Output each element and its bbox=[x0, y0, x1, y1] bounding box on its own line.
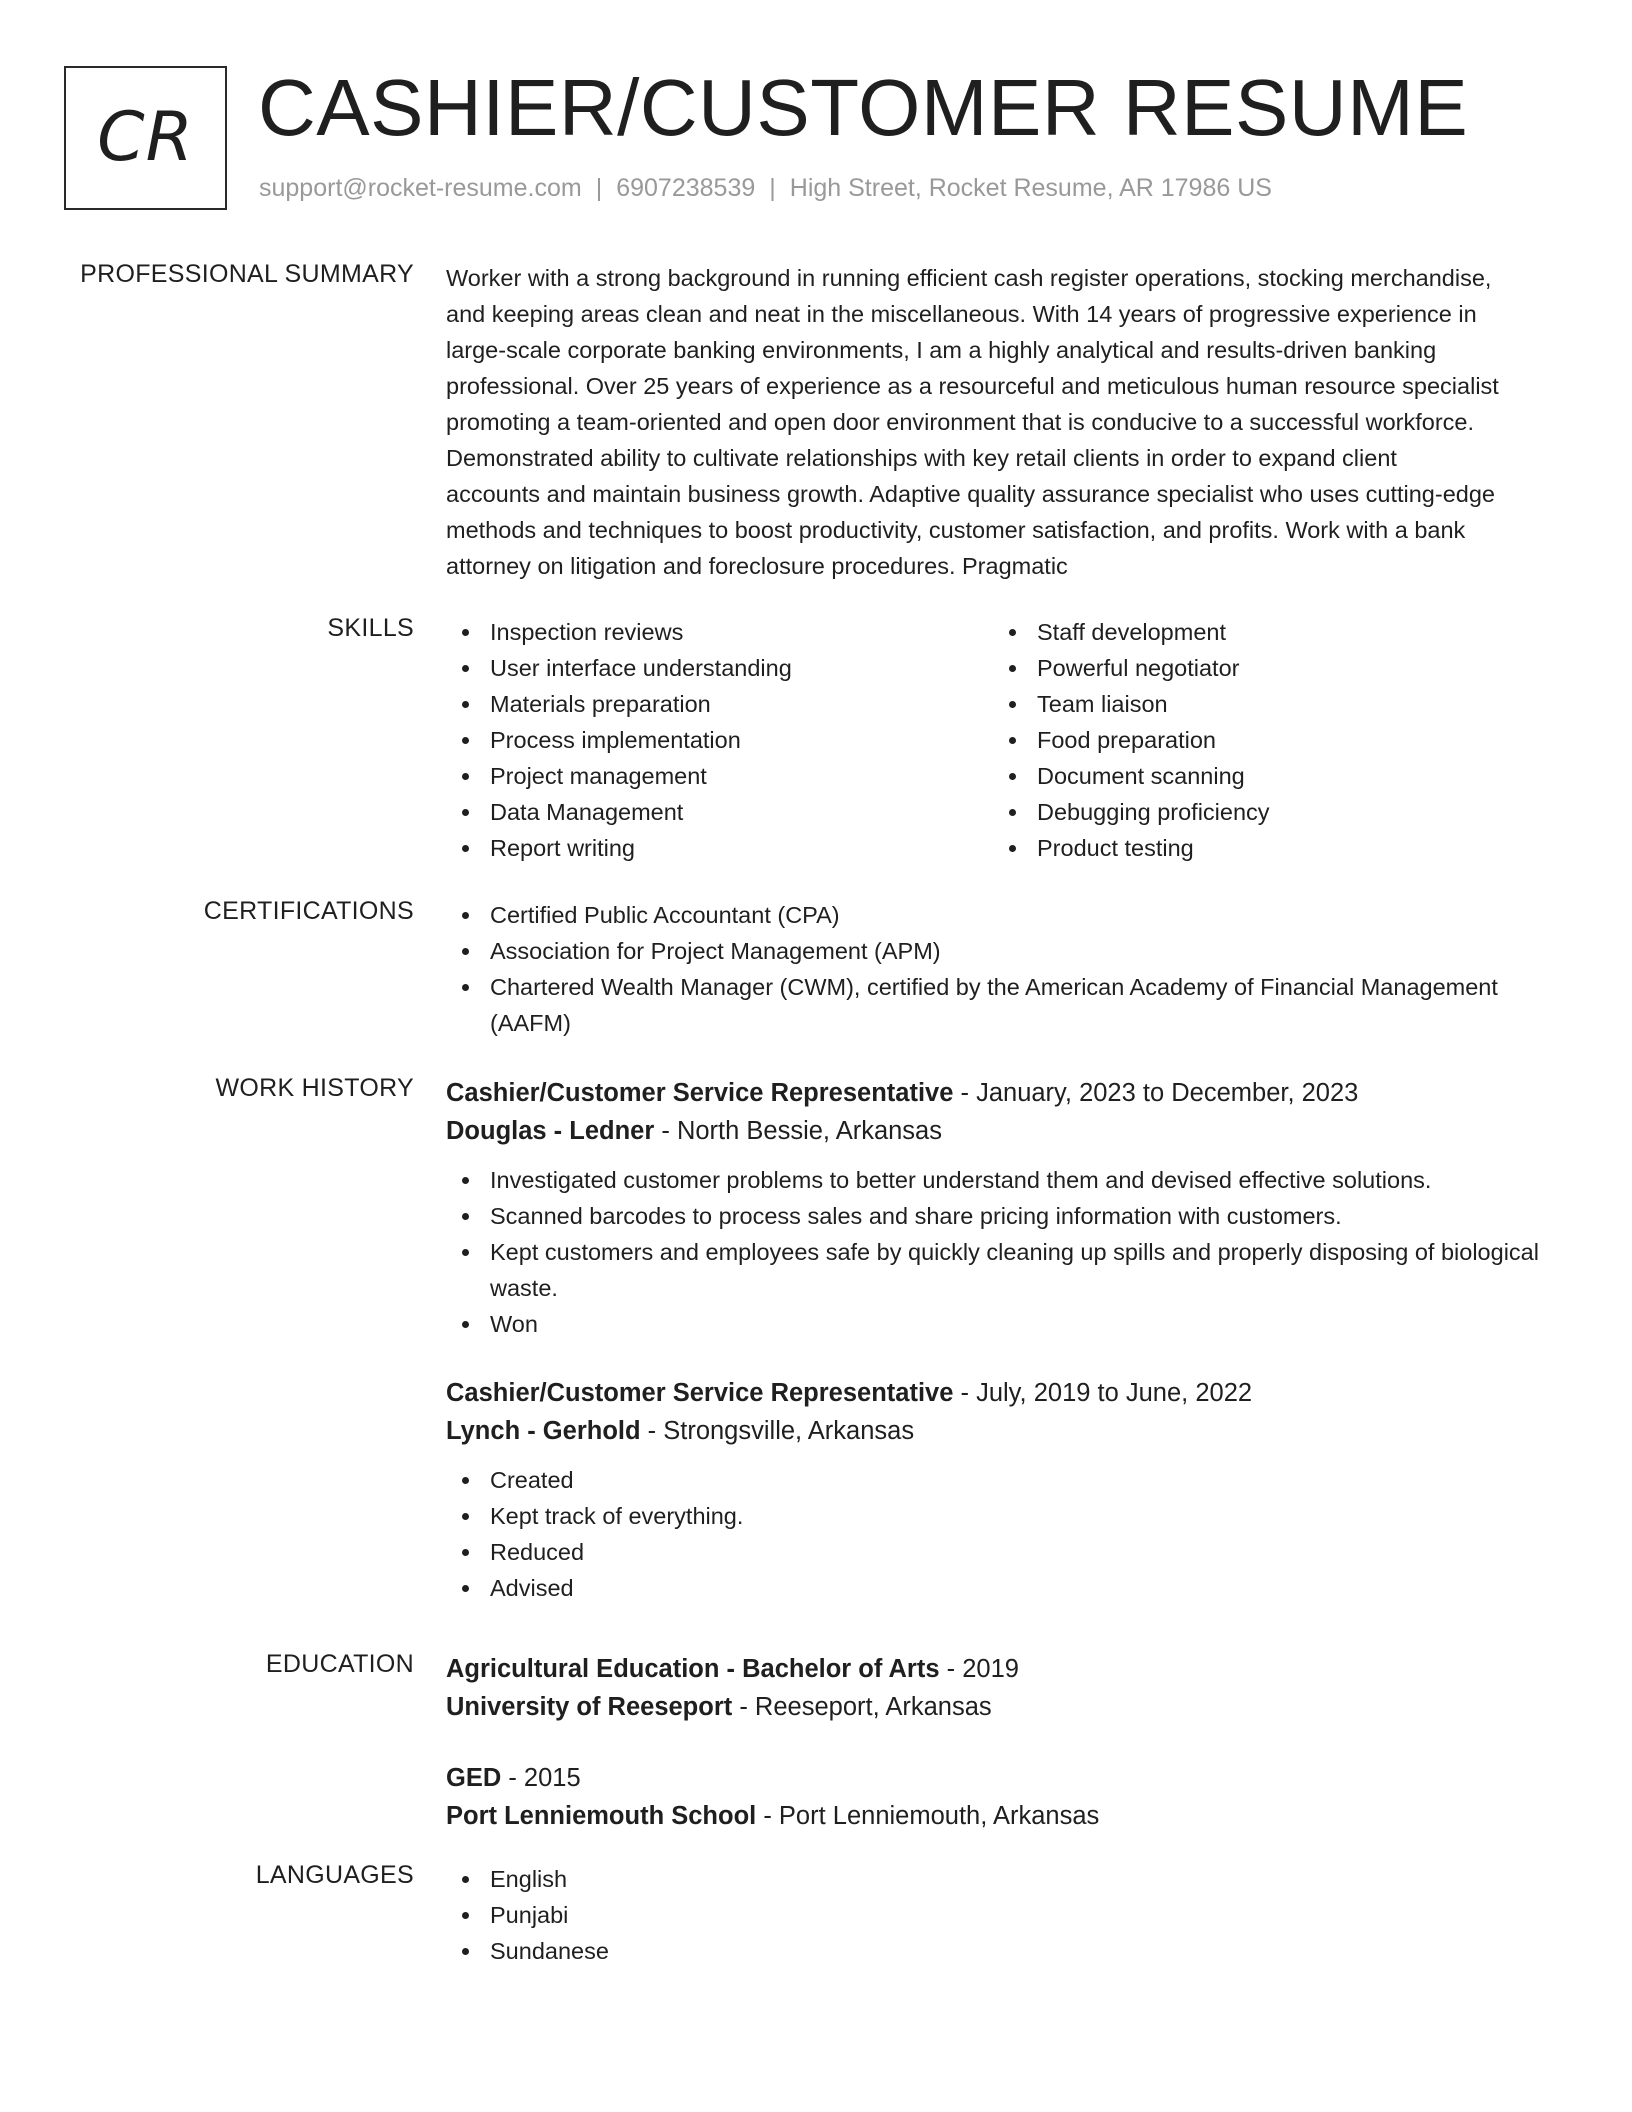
resume-header bbox=[64, 63, 1564, 210]
contact-address: High Street, Rocket Resume, AR 17986 US bbox=[789, 174, 1272, 202]
skill-item: Food preparation bbox=[993, 722, 1553, 758]
summary-line: promoting a team-oriented and open door environment that is conducive to a successful workforce. bbox=[446, 409, 1475, 435]
contact-separator: | bbox=[595, 174, 603, 202]
section-label-summary: PROFESSIONAL SUMMARY bbox=[80, 260, 414, 288]
job-bullet: Scanned barcodes to process sales and share pricing information with customers. bbox=[446, 1198, 1566, 1234]
education-year: - 2015 bbox=[508, 1764, 581, 1792]
section-label-work-history: WORK HISTORY bbox=[215, 1074, 414, 1102]
job-company: Lynch - Gerhold bbox=[446, 1417, 641, 1445]
skill-item: Product testing bbox=[993, 830, 1553, 866]
skill-item: Debugging proficiency bbox=[993, 794, 1553, 830]
job-bullet: Advised bbox=[446, 1570, 1566, 1606]
summary-line: professional. Over 25 years of experience as a resourceful and meticulous human resource specialist bbox=[446, 373, 1499, 399]
summary-line: attorney on litigation and foreclosure procedures. Pragmatic bbox=[446, 553, 1068, 579]
job-title-line bbox=[446, 1374, 1566, 1412]
job-company-line bbox=[446, 1412, 1566, 1450]
job-entry bbox=[446, 1074, 1566, 1342]
contact-email: support@rocket-resume.com bbox=[259, 174, 582, 202]
education-degree-line bbox=[446, 1650, 1566, 1688]
summary-text bbox=[446, 260, 1566, 584]
job-company: Douglas - Ledner bbox=[446, 1117, 655, 1145]
education-entry bbox=[446, 1759, 1566, 1835]
job-location: - Strongsville, Arkansas bbox=[647, 1417, 915, 1445]
certifications-list bbox=[446, 897, 1566, 1041]
summary-line: and keeping areas clean and neat in the miscellaneous. With 14 years of progressive experience in bbox=[446, 301, 1477, 327]
monogram-box bbox=[64, 66, 227, 210]
education-location: - Reeseport, Arkansas bbox=[739, 1693, 992, 1721]
education-list bbox=[446, 1650, 1566, 1835]
education-school-line bbox=[446, 1797, 1566, 1835]
skill-item: Report writing bbox=[446, 830, 1006, 866]
skills-column-left bbox=[446, 614, 1006, 866]
skill-item: Staff development bbox=[993, 614, 1553, 650]
education-school-line bbox=[446, 1688, 1566, 1726]
resume-title: CASHIER/CUSTOMER RESUME bbox=[258, 63, 1469, 152]
job-entry bbox=[446, 1374, 1566, 1606]
job-dates: - July, 2019 to June, 2022 bbox=[960, 1379, 1253, 1407]
section-label-skills: SKILLS bbox=[327, 614, 414, 642]
education-location: - Port Lenniemouth, Arkansas bbox=[763, 1802, 1100, 1830]
education-entry bbox=[446, 1650, 1566, 1726]
work-history-list bbox=[446, 1074, 1566, 1606]
education-school: Port Lenniemouth School bbox=[446, 1802, 757, 1830]
job-bullet: Created bbox=[446, 1462, 1566, 1498]
certification-item: Association for Project Management (APM) bbox=[446, 933, 1566, 969]
skill-item: User interface understanding bbox=[446, 650, 1006, 686]
skills-column-right bbox=[993, 614, 1553, 866]
contact-line bbox=[259, 174, 1272, 203]
job-bullets bbox=[446, 1162, 1566, 1342]
certification-item: Chartered Wealth Manager (CWM), certified by the American Academy of Financial Management (AAFM) bbox=[446, 969, 1566, 1041]
skill-item: Project management bbox=[446, 758, 1006, 794]
certification-item: Certified Public Accountant (CPA) bbox=[446, 897, 1566, 933]
skill-item: Powerful negotiator bbox=[993, 650, 1553, 686]
job-bullets bbox=[446, 1462, 1566, 1606]
summary-line: Worker with a strong background in running efficient cash register operations, stocking merchandise, bbox=[446, 265, 1492, 291]
job-bullet: Kept customers and employees safe by quickly cleaning up spills and properly disposing of biological waste. bbox=[446, 1234, 1566, 1306]
contact-phone: 6907238539 bbox=[616, 174, 756, 202]
education-year: - 2019 bbox=[946, 1655, 1019, 1683]
job-title: Cashier/Customer Service Representative bbox=[446, 1379, 954, 1407]
job-bullet: Won bbox=[446, 1306, 1566, 1342]
education-school: University of Reeseport bbox=[446, 1693, 733, 1721]
summary-line: accounts and maintain business growth. Adaptive quality assurance specialist who uses cutting-edge bbox=[446, 481, 1495, 507]
language-item: Sundanese bbox=[446, 1933, 1566, 1969]
section-label-education: EDUCATION bbox=[265, 1650, 414, 1678]
education-degree: GED bbox=[446, 1764, 502, 1792]
skill-item: Document scanning bbox=[993, 758, 1553, 794]
language-item: Punjabi bbox=[446, 1897, 1566, 1933]
skill-item: Inspection reviews bbox=[446, 614, 1006, 650]
job-title-line bbox=[446, 1074, 1566, 1112]
monogram-initials: CR bbox=[97, 98, 194, 177]
languages-list bbox=[446, 1861, 1566, 1969]
job-title: Cashier/Customer Service Representative bbox=[446, 1079, 954, 1107]
job-dates: - January, 2023 to December, 2023 bbox=[960, 1079, 1359, 1107]
job-company-line bbox=[446, 1112, 1566, 1150]
education-degree-line bbox=[446, 1759, 1566, 1797]
contact-separator: | bbox=[769, 174, 776, 202]
education-degree: Agricultural Education - Bachelor of Arts bbox=[446, 1655, 940, 1683]
job-location: - North Bessie, Arkansas bbox=[661, 1117, 942, 1145]
skill-item: Materials preparation bbox=[446, 686, 1006, 722]
job-bullet: Investigated customer problems to better understand them and devised effective solutions. bbox=[446, 1162, 1566, 1198]
summary-line: methods and techniques to boost productivity, customer satisfaction, and profits. Work with a bank bbox=[446, 517, 1466, 543]
job-bullet: Kept track of everything. bbox=[446, 1498, 1566, 1534]
skill-item: Process implementation bbox=[446, 722, 1006, 758]
skill-item: Team liaison bbox=[993, 686, 1553, 722]
language-item: English bbox=[446, 1861, 1566, 1897]
section-label-certifications: CERTIFICATIONS bbox=[203, 897, 414, 925]
summary-line: large-scale corporate banking environments, I am a highly analytical and results-driven banking bbox=[446, 337, 1437, 363]
skill-item: Data Management bbox=[446, 794, 1006, 830]
summary-line: Demonstrated ability to cultivate relationships with key retail clients in order to expand client bbox=[446, 445, 1397, 471]
job-bullet: Reduced bbox=[446, 1534, 1566, 1570]
section-label-languages: LANGUAGES bbox=[255, 1861, 414, 1889]
